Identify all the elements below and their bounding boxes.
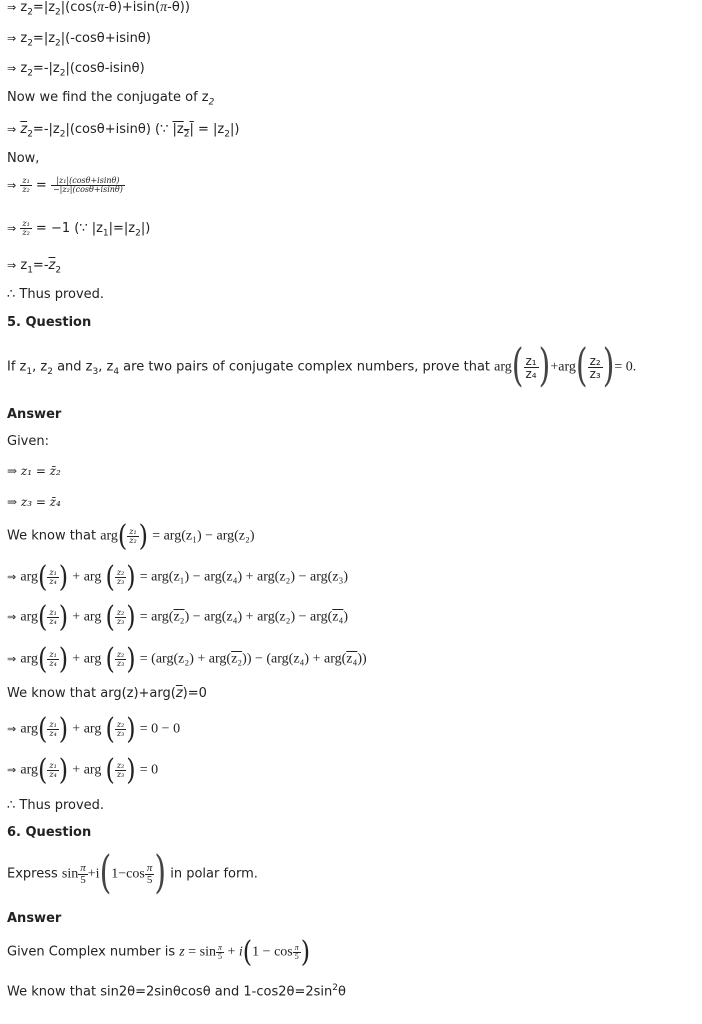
answer-heading-6: Answer xyxy=(7,911,62,926)
implies-arrow: ⇒ xyxy=(7,62,17,75)
step-arg-1: ⇒ arg( $\frac{\text{z₁}}{\text{z₄}}$ ) + arg ( $\frac{\text{z₂}}{\text{z₃}}$ ) = arg(z₁) − arg(z₄) + arg(z₂) − arg(z₃) xyxy=(7,560,349,594)
know-double-angle: We know that sin2θ=2sinθcosθ and $1-\cos 2\theta=2\sin^2\theta$ xyxy=(7,983,346,1000)
step-arg-3: ⇒ arg( $\frac{\text{z₁}}{\text{z₄}}$ ) + arg ( $\frac{\text{z₂}}{\text{z₃}}$ ) = (arg(z₂) + arg(z₂)) − (arg(z₄) + arg(z₄)) xyxy=(7,642,367,676)
implies-arrow: ⇒ xyxy=(7,259,17,272)
fraction: $\frac{\text{z₁}}{\text{z₄}}$ xyxy=(49,607,57,626)
fraction: $\frac{\text{z₁}}{\text{z₄}}$ xyxy=(49,649,57,668)
implies-arrow: ⇒ xyxy=(7,32,17,45)
now-label: Now, xyxy=(7,151,40,166)
fraction: $\frac{\text{z₂}}{\text{z₃}}$ xyxy=(116,760,125,779)
implies-arrow: ⇒ xyxy=(7,652,17,666)
step-arg-5: ⇒ arg( $\frac{\text{z₁}}{\text{z₄}}$ ) + arg ( $\frac{\text{z₂}}{\text{z₃}}$ ) = 0 xyxy=(7,753,159,787)
step-line-ratio: ⇒ $\frac{\text{z₁}}{\text{z̄₂}}$ = $\frac{\text{|z₁|(cosθ+isinθ)}}{\text{−|z₂|(cosθ+isinθ)}}$ xyxy=(7,176,123,194)
given-eq-1: ⇒ z₁ = z̄₂ xyxy=(7,464,61,478)
implies-arrow: ⇒ xyxy=(7,179,17,192)
fraction: $\frac{\text{z₂}}{\text{z₃}}$ xyxy=(116,649,125,668)
conjugate-intro: Now we find the conjugate of $z_2$ xyxy=(7,90,215,108)
fraction: $\frac{\text{z₁}}{\text{z̄₂}}$ xyxy=(22,176,30,194)
step-line-3: ⇒ $z_2=-|z_2|(\cos\theta-isin\theta)$ xyxy=(7,61,145,79)
step-line-2: ⇒ $z_2=|z_2|(-\cos\theta+isin\theta)$ xyxy=(7,31,151,49)
fraction: $\frac{\text{|z₁|(cosθ+isinθ)}}{\text{−|z₂|(cosθ+isinθ)}}$ xyxy=(52,176,123,194)
fraction: $\frac{\text{z₁}}{\text{z₂}}$ xyxy=(129,526,137,545)
know-arg-quotient: We know that arg( $\frac{\text{z₁}}{\text{z₂}}$ ) = arg(z₁) − arg(z₂) xyxy=(7,519,255,553)
step-arg-2: ⇒ arg( $\frac{\text{z₁}}{\text{z₄}}$ ) + arg ( $\frac{\text{z₂}}{\text{z₃}}$ ) = arg(z₂) − arg(z₄) + arg(z₂) − arg(z₄) xyxy=(7,600,349,634)
step-line-conjugate: ⇒ $\overline{z}_2=-|z_2|(\cos\theta+isin\theta)$ (∵ $|z_2| = |z_2|$) xyxy=(7,122,240,140)
implies-arrow: ⇒ xyxy=(7,763,17,777)
implies-arrow: ⇒ xyxy=(7,570,17,584)
implies-arrow: ⇒ xyxy=(7,123,17,136)
fraction: $\frac{\pi}{5}$ xyxy=(217,942,222,961)
question-6-heading: 6. Question xyxy=(7,825,92,840)
implies-arrow: ⇒ xyxy=(7,222,17,235)
question-6-prompt: Express sin $\frac{\pi}{5}$ +i(1−cos $\frac{\pi}{5}$ ) in polar form. xyxy=(7,847,258,900)
step-line-result: ⇒ $\frac{\text{z₁}}{\text{z̄₂}}$ = −1 (∵ $|z_1|=|z_2|$) xyxy=(7,219,151,239)
fraction: $\frac{\pi}{5}$ xyxy=(146,861,153,886)
implies-arrow: ⇒ xyxy=(7,610,17,624)
fraction: $\frac{\text{z₂}}{\text{z₃}}$ xyxy=(589,353,601,381)
fraction: $\frac{\text{z₂}}{\text{z₃}}$ xyxy=(116,567,125,586)
step-line-1: ⇒ $z_2=|z_2|(\cos(\pi-\theta)+isin(\pi-\theta))$ xyxy=(7,0,190,18)
answer-heading-5: Answer xyxy=(7,407,62,422)
fraction: $\frac{\text{z₁}}{\text{z₄}}$ xyxy=(525,353,537,381)
question-5-prompt: If $z_1$, $z_2$ and $z_3$, $z_4$ are two pairs of conjugate complex numbers, prove that arg( $\frac{\text{z₁}}{\text{z₄}}$ )+arg( $\frac{\text{z₂}}{\text{z₃}}$ )= 0. xyxy=(7,340,637,393)
implies-arrow: ⇒ xyxy=(7,722,17,736)
given-eq-2: ⇒ z₃ = z̄₄ xyxy=(7,495,61,509)
implies-arrow: ⇒ xyxy=(7,1,17,14)
fraction: $\frac{\text{z₁}}{\text{z₄}}$ xyxy=(49,760,57,779)
fraction: $\frac{\text{z₁}}{\text{z̄₂}}$ xyxy=(22,219,30,237)
given-complex: Given Complex number is z = sin $\frac{\pi}{5}$ + i(1 − cos $\frac{\pi}{5}$ ) xyxy=(7,935,311,969)
question-5-heading: 5. Question xyxy=(7,315,92,330)
fraction: $\frac{\pi}{5}$ xyxy=(294,942,299,961)
fraction: $\frac{\text{z₁}}{\text{z₄}}$ xyxy=(49,719,57,738)
fraction: $\frac{\text{z₂}}{\text{z₃}}$ xyxy=(116,719,125,738)
fraction: $\frac{\pi}{5}$ xyxy=(80,861,86,886)
fraction: $\frac{\text{z₂}}{\text{z₃}}$ xyxy=(116,607,125,626)
step-arg-4: ⇒ arg( $\frac{\text{z₁}}{\text{z₄}}$ ) + arg ( $\frac{\text{z₂}}{\text{z₃}}$ ) = 0 − 0 xyxy=(7,712,181,746)
know-arg-conjugate-sum: We know that $arg(z)+arg(\overline{z})=0$ xyxy=(7,686,207,701)
fraction: $\frac{\text{z₁}}{\text{z₄}}$ xyxy=(49,567,57,586)
thus-proved: ∴ Thus proved. xyxy=(7,287,105,302)
given-label: Given: xyxy=(7,434,49,449)
thus-proved-5: ∴ Thus proved. xyxy=(7,798,105,813)
step-line-final: ⇒ $z_1=-\overline{z}_2$ xyxy=(7,258,62,276)
